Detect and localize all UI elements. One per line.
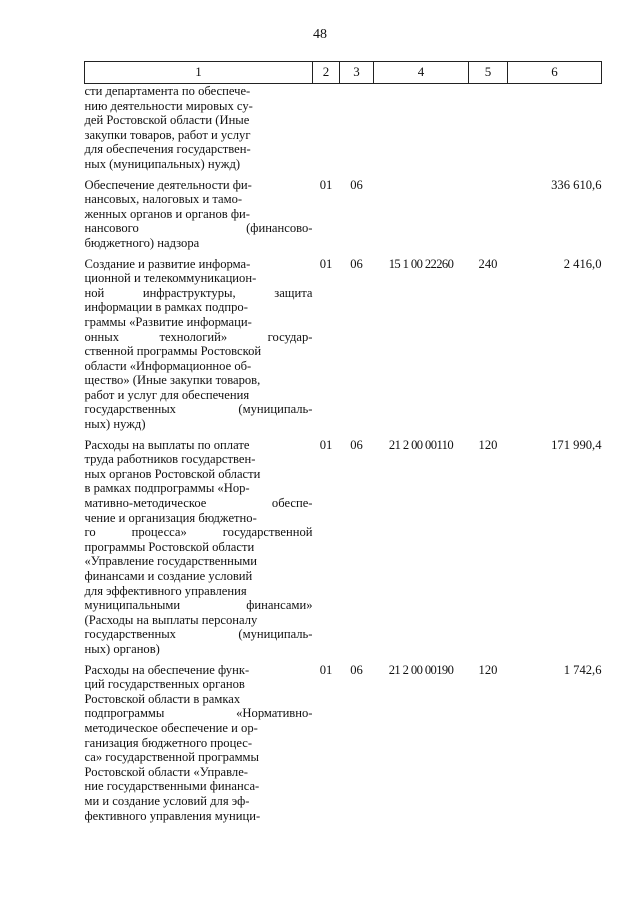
description-line: ных (муниципальных) нужд) (84, 156, 241, 171)
row-subsection-code: 06 (350, 177, 363, 192)
description-line: чение и организация бюджетно- (84, 510, 257, 525)
description-line: ние государственными финанса- (84, 779, 260, 794)
header-col-6: 6 (508, 62, 602, 84)
description-line: дей Ростовской области (Иные (84, 113, 250, 128)
row-target-article (374, 178, 469, 251)
description-line: мативно-методическое обеспе- (84, 496, 313, 511)
table-header-row (85, 62, 602, 84)
description-line: подпрограммы «Нормативно- (84, 706, 313, 721)
description-line: ных) нужд) (84, 417, 146, 432)
header-col-2: 2 (313, 62, 340, 84)
description-line: ганизация бюджетного процес- (84, 735, 253, 750)
description-line: Расходы на обеспечение функ- (84, 662, 250, 677)
budget-table (84, 61, 602, 823)
row-section-code: 01 (319, 437, 333, 452)
description-line: государственных (муниципаль- (84, 402, 313, 417)
row-description (85, 257, 313, 432)
description-line: сти департамента по обеспече- (84, 84, 251, 98)
row-expense-type: 120 (478, 437, 498, 452)
row-expense-type (469, 84, 508, 172)
row-amount: 336 610,6 (551, 177, 602, 192)
description-line: женных органов и органов фи- (84, 206, 250, 221)
table-row (85, 178, 602, 251)
row-section-code (313, 84, 340, 172)
description-line: (Расходы на выплаты персоналу (84, 612, 258, 627)
description-line: «Управление государственными (84, 554, 257, 569)
page-number: 48 (313, 27, 327, 42)
description-line: са» государственной программы (84, 750, 259, 765)
row-target-article (374, 84, 469, 172)
description-line: в рамках подпрограммы «Нор- (84, 481, 250, 496)
description-line: ционной и телекоммуникацион- (84, 271, 257, 286)
description-line: нансовых, налоговых и тамо- (84, 192, 243, 207)
description-line: ственной программы Ростовской (84, 344, 262, 359)
description-line: информации в рамках подпро- (84, 300, 248, 315)
description-line: фективного управления муници- (84, 808, 261, 823)
description-line: граммы «Развитие информаци- (84, 314, 252, 329)
header-col-3: 3 (340, 62, 374, 84)
description-line: ных органов Ростовской области (84, 466, 261, 481)
row-amount: 2 416,0 (563, 256, 602, 271)
row-description (85, 84, 313, 172)
description-line: нию деятельности мировых су- (84, 98, 253, 113)
description-line: работ и услуг для обеспечения (84, 387, 250, 402)
row-description (85, 663, 313, 824)
row-description (85, 178, 313, 251)
table-row (85, 257, 602, 432)
description-line: закупки товаров, работ и услуг (84, 127, 251, 142)
row-subsection-code: 06 (350, 662, 363, 677)
header-col-4: 4 (374, 62, 469, 84)
description-line: для эффективного управления (84, 583, 247, 598)
description-line: го процесса» государственной (84, 525, 313, 540)
row-amount: 1 742,6 (563, 662, 602, 677)
table-row (85, 663, 602, 824)
description-line: онных технологий» государ- (84, 329, 313, 344)
description-line: области «Информационное об- (84, 358, 252, 373)
row-target-article: 21 2 00 00110 (388, 437, 454, 452)
description-line: Создание и развитие информа- (84, 256, 251, 271)
description-line: ных) органов) (84, 641, 160, 656)
row-subsection-code: 06 (350, 437, 363, 452)
row-subsection-code (340, 84, 374, 172)
row-amount (508, 84, 602, 172)
header-col-1: 1 (85, 62, 313, 84)
row-section-code: 01 (319, 662, 333, 677)
description-line: программы Ростовской области (84, 539, 255, 554)
description-line: Ростовской области «Управле- (84, 764, 248, 779)
description-line: Расходы на выплаты по оплате (84, 437, 250, 452)
description-line: труда работников государствен- (84, 452, 256, 467)
description-line: ций государственных органов (84, 677, 245, 692)
row-target-article: 15 1 00 22260 (388, 256, 454, 271)
description-line: ной инфраструктуры, защита (84, 285, 313, 300)
description-line: финансами и создание условий (84, 569, 253, 583)
row-description (85, 438, 313, 657)
description-line: нансового (финансово- (84, 221, 313, 236)
description-line: Обеспечение деятельности фи- (84, 177, 252, 192)
description-line: для обеспечения государствен- (84, 142, 251, 157)
description-line: методическое обеспечение и ор- (84, 720, 258, 735)
table-row (85, 84, 602, 172)
row-subsection-code: 06 (350, 256, 363, 271)
description-line: бюджетного) надзора (84, 235, 200, 250)
row-expense-type: 120 (478, 662, 498, 677)
row-amount: 171 990,4 (551, 437, 602, 452)
row-expense-type: 240 (478, 256, 498, 271)
description-line: государственных (муниципаль- (84, 627, 313, 642)
description-line: щество» (Иные закупки товаров, (84, 373, 261, 388)
row-target-article: 21 2 00 00190 (388, 662, 454, 677)
description-line: Ростовской области в рамках (84, 691, 241, 706)
description-line: ми и создание условий для эф- (84, 793, 250, 808)
table-body (85, 84, 602, 824)
row-section-code: 01 (319, 256, 333, 271)
description-line: муниципальными финансами» (84, 598, 313, 613)
row-section-code: 01 (319, 177, 333, 192)
header-col-5: 5 (469, 62, 508, 84)
table-row (85, 438, 602, 657)
row-expense-type (469, 178, 508, 251)
